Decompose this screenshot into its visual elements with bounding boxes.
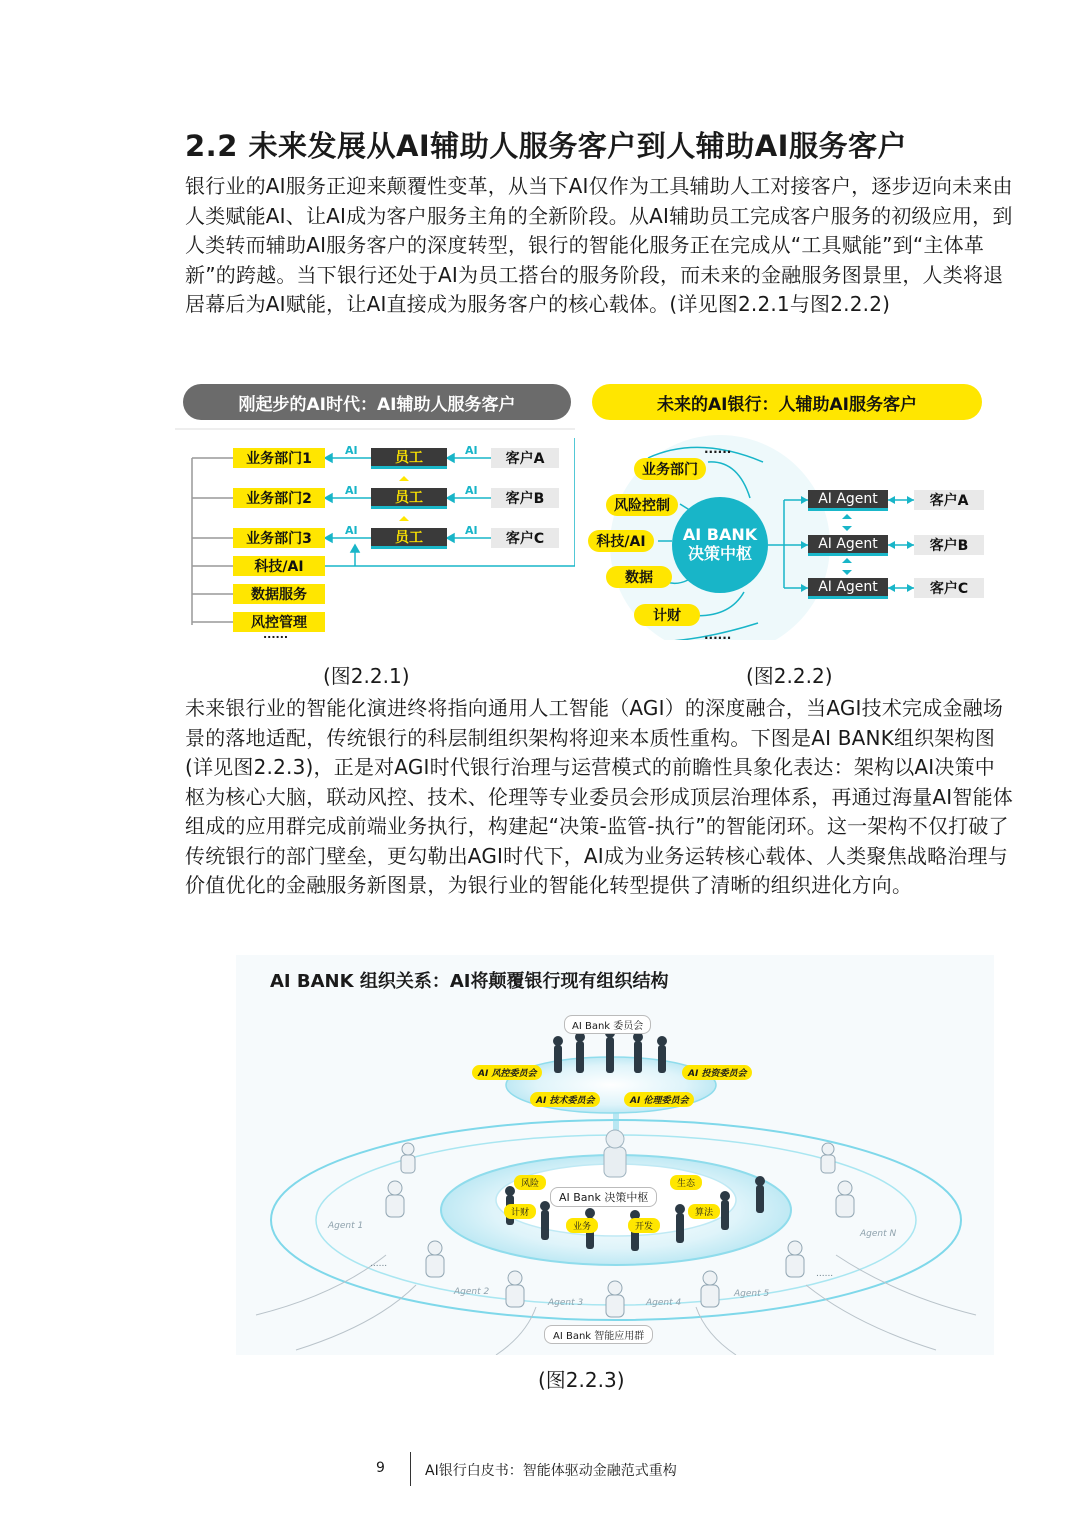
fig1-department-data: 数据服务 <box>233 584 325 604</box>
fig2-customer-a: 客户A <box>914 490 984 510</box>
page-number: 9 <box>376 1460 385 1476</box>
fig2-center-hub <box>672 525 768 563</box>
fig2-node-risk: 风险控制 <box>606 494 678 516</box>
intro-paragraph: 银行业的AI服务正迎来颠覆性变革，从当下AI仅作为工具辅助人工对接客户，逐步迈向未来由人类赋能AI、让AI成为客户服务主角的全新阶段。从AI辅助员工完成客户服务的初级应用，到人类转而辅助AI服务客户的深度转型，银行的智能化服务正在完成从“工具赋能”到“主体革新”的跨越。当下银行还处于AI为员工搭台的服务阶段，而未来的金融服务图景里，人类将退居幕后为AI赋能，让AI直接成为服务客户的核心载体。(详见图2.2.1与图2.2.2) <box>185 174 1013 316</box>
fig2-center-line2: 决策中枢 <box>687 544 752 563</box>
fig3-hub-dev: 开发 <box>628 1218 660 1233</box>
section-title: 2.2 未来发展从AI辅助人服务客户到人辅助AI服务客户 <box>185 129 907 163</box>
fig3-title: AI BANK 组织关系：AI将颠覆银行现有组织结构 <box>270 971 669 992</box>
fig1-department-risk: 风控管理 <box>233 612 325 632</box>
fig3-dots-left: ...... <box>370 1259 388 1269</box>
fig3-dots-right: ...... <box>816 1269 834 1279</box>
fig3-agent-n: Agent N <box>860 1229 897 1239</box>
fig3-agent-3: Agent 3 <box>548 1298 584 1308</box>
fig1-ai-label-3a: AI <box>345 524 358 537</box>
fig1-ellipsis: ...... <box>263 628 289 641</box>
fig3-agent-5: Agent 5 <box>734 1289 770 1299</box>
fig1-employee-1: 员工 <box>371 448 447 469</box>
fig1-ai-label-2b: AI <box>465 484 478 497</box>
fig3-app-group-label: AI Bank 智能应用群 <box>544 1325 653 1344</box>
fig1-ai-label-1b: AI <box>465 444 478 457</box>
fig3-hub-label: AI Bank 决策中枢 <box>550 1187 657 1207</box>
fig2-agent-3: AI Agent <box>808 578 888 599</box>
fig1-customer-a: 客户A <box>491 448 559 468</box>
fig1-caption: (图2.2.1) <box>323 664 410 688</box>
figure-2-2-2 <box>588 380 998 640</box>
fig2-node-business: 业务部门 <box>634 458 706 480</box>
fig2-node-tech: 科技/AI <box>588 530 654 552</box>
fig3-agent-1: Agent 1 <box>328 1221 364 1231</box>
fig1-ai-label-3b: AI <box>465 524 478 537</box>
fig1-customer-c: 客户C <box>491 528 559 548</box>
fig3-caption: (图2.2.3) <box>538 1368 625 1392</box>
figure-2-2-3 <box>236 955 994 1355</box>
figure-2-2-1 <box>175 380 575 640</box>
fig2-ellipsis-top: ...... <box>704 442 732 456</box>
fig3-hub-business: 业务 <box>566 1218 598 1233</box>
fig3-hub-finance: 计财 <box>504 1204 536 1219</box>
fig3-agent-2: Agent 2 <box>454 1287 490 1297</box>
fig2-title-pill: 未来的AI银行：人辅助AI服务客户 <box>592 384 982 420</box>
fig2-customer-c: 客户C <box>914 578 984 598</box>
fig3-committee-invest: AI 投资委员会 <box>682 1065 752 1080</box>
fig3-committee-tech: AI 技术委员会 <box>530 1092 600 1107</box>
fig1-department-2: 业务部门2 <box>233 488 325 508</box>
fig1-department-1: 业务部门1 <box>233 448 325 468</box>
fig3-hub-risk: 风险 <box>514 1175 546 1190</box>
fig3-committee-label: AI Bank 委员会 <box>564 1015 651 1034</box>
agi-paragraph: 未来银行业的智能化演进终将指向通用人工智能（AGI）的深度融合，当AGI技术完成金融场景的落地适配，传统银行的科层制组织架构将迎来本质性重构。下图是AI BANK组织架构图(详见图2.2.3)，正是对AGI时代银行治理与运营模式的前瞻性具象化表达：架构以AI决策中枢为核心大脑，联动风控、技术、伦理等专业委员会形成顶层治理体系，再通过海量AI智能体组成的应用群完成前端业务执行，构建起“决策-监管-执行”的智能闭环。这一架构不仅打破了传统银行的部门壁垒，更勾勒出AGI时代下，AI成为业务运转核心载体、人类聚焦战略治理与价值优化的金融服务新图景，为银行业的智能化转型提供了清晰的组织进化方向。 <box>185 696 1013 897</box>
fig2-agent-2: AI Agent <box>808 535 888 556</box>
fig3-agent-4: Agent 4 <box>646 1298 682 1308</box>
fig2-node-data: 数据 <box>606 566 672 588</box>
fig1-title-pill: 刚起步的AI时代：AI辅助人服务客户 <box>183 384 571 420</box>
footer-divider <box>410 1452 411 1486</box>
fig3-hub-eco: 生态 <box>670 1175 702 1190</box>
fig2-node-finance: 计财 <box>634 604 700 626</box>
fig2-center-line1: AI BANK <box>682 525 758 544</box>
fig2-agent-1: AI Agent <box>808 490 888 511</box>
fig1-ai-label-1a: AI <box>345 444 358 457</box>
fig1-department-3: 业务部门3 <box>233 528 325 548</box>
fig1-ai-label-2a: AI <box>345 484 358 497</box>
fig2-ellipsis-bottom: ...... <box>704 628 732 642</box>
footer-doc-title: AI银行白皮书：智能体驱动金融范式重构 <box>425 1463 677 1479</box>
fig1-customer-b: 客户B <box>491 488 559 508</box>
fig1-employee-2: 员工 <box>371 488 447 509</box>
fig1-department-tech: 科技/AI <box>233 556 325 576</box>
fig3-committee-ethics: AI 伦理委员会 <box>624 1092 694 1107</box>
fig3-hub-algo: 算法 <box>688 1204 720 1219</box>
fig2-customer-b: 客户B <box>914 535 984 555</box>
fig2-caption: (图2.2.2) <box>746 664 833 688</box>
fig1-employee-3: 员工 <box>371 528 447 549</box>
fig3-committee-risk: AI 风控委员会 <box>472 1065 542 1080</box>
